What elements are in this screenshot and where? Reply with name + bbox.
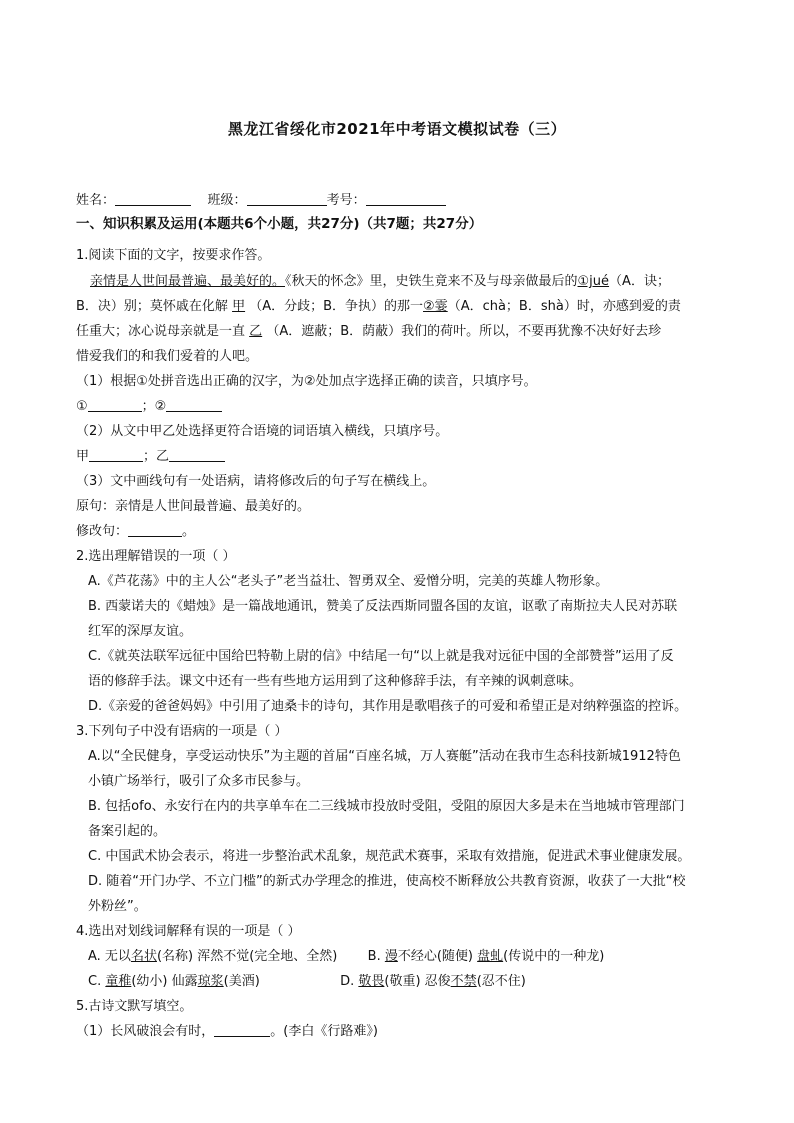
q4-options-row2	[88, 973, 526, 991]
answer-blank[interactable]	[169, 448, 225, 462]
q2-stem: 2.选出理解错误的一项（ ）	[76, 549, 236, 564]
q4-options-row1	[88, 948, 604, 966]
q1-sub1-answer: ① ；②	[76, 398, 222, 416]
answer-blank[interactable]	[88, 398, 142, 412]
q1-passage-line2: B．决）别；莫怀戚在化解 甲 （A．分歧；B．争执）的那一②霎（A．chà；B．shà）时，亦感到爱的责	[76, 299, 681, 314]
q1-passage-line3: 任重大；冰心说母亲就是一直 乙 （A．遮蔽；B．荫蔽）我们的荷叶。所以，不要再犹豫不决好好去珍	[76, 324, 662, 339]
q1-marker-1: ①jué	[577, 274, 610, 289]
q4-option-a: A. 无以名状(名称) 浑然不觉(完全地、全然)	[88, 949, 338, 964]
q3-option-b-line1: B. 包括ofo、永安行在内的共享单车在二三线城市投放时受阻，受阻的原因大多是未在当地城市管理部门	[88, 799, 685, 814]
answer-blank[interactable]	[214, 1023, 270, 1037]
q3-option-c: C. 中国武术协会表示，将进一步整治武术乱象，规范武术赛事，采取有效措施，促进武术事业健康发展。	[88, 849, 691, 864]
number-blank[interactable]	[366, 192, 446, 206]
page-title: 黑龙江省绥化市2021年中考语文模拟试卷（三）	[227, 120, 567, 138]
q2-option-c-line1: C.《就英法联军远征中国给巴特勒上尉的信》中结尾一句“以上就是我对远征中国的全部赞誉”运用了反	[88, 649, 674, 664]
q4-option-d: D. 敬畏(敬重) 忍俊不禁(忍不住)	[340, 974, 526, 989]
q3-option-b-line2: 备案引起的。	[88, 824, 167, 839]
q3-option-d-line2: 外粉丝”。	[88, 899, 147, 914]
class-blank[interactable]	[247, 192, 327, 206]
student-info-row	[76, 192, 446, 210]
q4-option-c: C. 童稚(幼小) 仙露琼浆(美酒)	[88, 974, 260, 989]
q2-option-c-line2: 语的修辞手法。课文中还有一些有些地方运用到了这种修辞手法，有辛辣的讽刺意味。	[88, 674, 583, 689]
q1-sub3-revised: 修改句： 。	[76, 524, 196, 539]
q1-sub2-answer: 甲 ；乙	[76, 448, 225, 466]
q1-underlined-sentence: 亲情是人世间最普遍、最美好的。	[90, 274, 286, 289]
q4-option-b: B. 漫不经心(随便) 盘虬(传说中的一种龙)	[367, 949, 605, 964]
q1-sub3: （3）文中画线句有一处语病，请将修改后的句子写在横线上。	[76, 474, 436, 489]
q1-blank-jia: 甲	[232, 299, 246, 314]
q5-sub1: （1）长风破浪会有时， 。(李白《行路难》)	[76, 1024, 378, 1039]
q1-sub3-original: 原句：亲情是人世间最普遍、最美好的。	[76, 499, 311, 514]
answer-blank[interactable]	[166, 398, 222, 412]
q1-marker-2: ②霎	[423, 299, 448, 314]
q5-stem: 5.古诗文默写填空。	[76, 999, 193, 1014]
section-heading: 一、知识积累及运用(本题共6个小题，共27分)（共7题；共27分）	[76, 216, 483, 232]
q3-option-a-line2: 小镇广场举行，吸引了众多市民参与。	[88, 774, 310, 789]
q1-passage-line1: 亲情是人世间最普遍、最美好的。《秋天的怀念》里，史铁生竟来不及与母亲做最后的①jué（A．诀；	[90, 274, 670, 289]
number-label: 考号：	[326, 193, 366, 208]
answer-blank[interactable]	[89, 448, 143, 462]
q3-option-d-line1: D. 随着“开门办学、不立门槛”的新式办学理念的推进，使高校不断释放公共教育资源，收获了一大批“校	[88, 874, 686, 889]
answer-blank[interactable]	[128, 523, 182, 537]
q1-sub1: （1）根据①处拼音选出正确的汉字，为②处加点字选择正确的读音，只填序号。	[76, 374, 537, 389]
q2-option-d: D.《亲爱的爸爸妈妈》中引用了迪桑卡的诗句，其作用是歌唱孩子的可爱和希望正是对纳粹强盗的控诉。	[88, 699, 688, 714]
q1-sub2: （2）从文中甲乙处选择更符合语境的词语填入横线，只填序号。	[76, 424, 449, 439]
q1-blank-yi: 乙	[249, 324, 263, 339]
name-label: 姓名：	[76, 193, 116, 208]
q3-stem: 3.下列句子中没有语病的一项是（ ）	[76, 724, 288, 739]
name-blank[interactable]	[115, 192, 191, 206]
q1-passage-line4: 惜爱我们的和我们爱着的人吧。	[76, 349, 259, 364]
q2-option-b-line2: 红军的深厚友谊。	[88, 624, 193, 639]
q2-option-b-line1: B. 西蒙诺夫的《蜡烛》是一篇战地通讯，赞美了反法西斯同盟各国的友谊，讴歌了南斯拉夫人民对苏联	[88, 599, 678, 614]
q4-stem: 4.选出对划线词解释有误的一项是（ ）	[76, 924, 301, 939]
q1-stem: 1.阅读下面的文字，按要求作答。	[76, 248, 271, 263]
class-label: 班级：	[207, 193, 247, 208]
q2-option-a: A.《芦花荡》中的主人公“老头子”老当益壮、智勇双全、爱憎分明，完美的英雄人物形象。	[88, 574, 609, 589]
q3-option-a-line1: A.以“全民健身，享受运动快乐”为主题的首届“百座名城，万人赛艇”活动在我市生态科技新城1912特色	[88, 749, 681, 764]
